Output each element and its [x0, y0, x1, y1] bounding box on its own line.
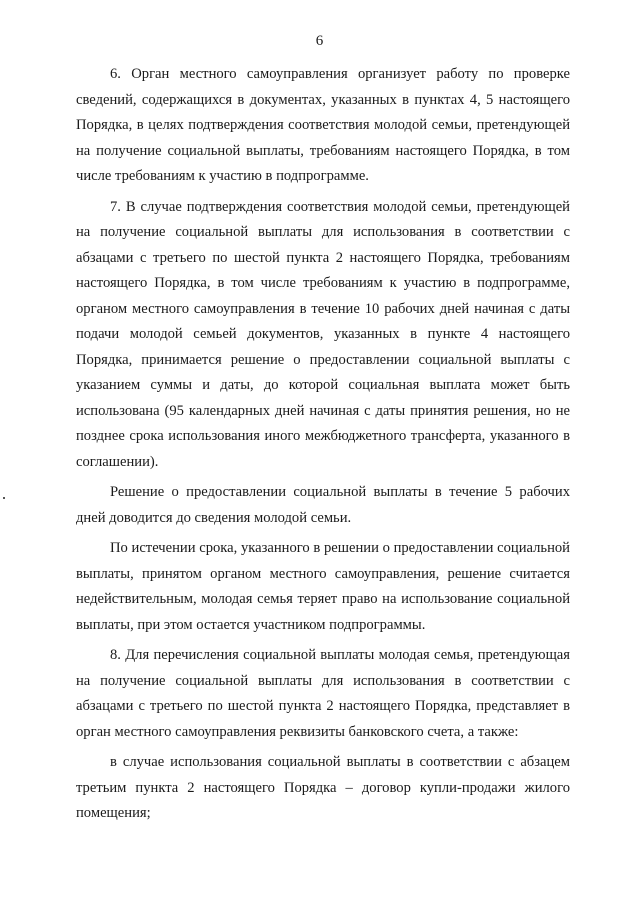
paragraph-expiry: По истечении срока, указанного в решении о предоставлении социальной выплаты, принятом органом местного самоуправления, решение считается недействительным, молодая семья теряет право на использование социальной выплаты, при этом остается участником подпрограммы. [76, 540, 570, 633]
paragraph-8: 8. Для перечисления социальной выплаты молодая семья, претендующая на получение социальной выплаты для использования в соответствии с абзацами с третьего по шестой пункта 2 настоящего Порядка, представляет в орган местного самоуправления реквизиты банковского счета, а также: [76, 647, 570, 740]
paragraph-purchase-case: в случае использования социальной выплаты в соответствии с абзацем третьим пункта 2 настоящего Порядка – договор купли-продажи жилого помещения; [76, 754, 570, 821]
page-number: 6 [315, 33, 324, 49]
paragraph-6: 6. Орган местного самоуправления организует работу по проверке сведений, содержащихся в документах, указанных в пунктах 4, 5 настоящего Порядка, в целях подтверждения соответствия молодой семьи, претендующей на получение социальной выплаты, требованиям настоящего Порядка, в том числе требованиям к участию в подпрограмме. [76, 66, 570, 184]
document-body [76, 62, 570, 832]
paragraph-decision-notice: Решение о предоставлении социальной выплаты в течение 5 рабочих дней доводится до сведения молодой семьи. [76, 484, 570, 526]
paragraph-7: 7. В случае подтверждения соответствия молодой семьи, претендующей на получение социальной выплаты для использования в соответствии с абзацами с третьего по шестой пункта 2 настоящего Порядка, требованиям настоящего Порядка, в том числе требованиям к участию в подпрограмме, органом местного самоуправления в течение 10 рабочих дней начиная с даты подачи молодой семьей документов, указанных в пункте 4 настоящего Порядка, принимается решение о предоставлении социальной выплаты с указанием суммы и даты, до которой социальная выплата может быть использована (95 календарных дней начиная с даты принятия решения, но не позднее срока использования иного межбюджетного трансферта, указанного в соглашении). [76, 198, 570, 470]
scan-artifact [3, 497, 5, 499]
